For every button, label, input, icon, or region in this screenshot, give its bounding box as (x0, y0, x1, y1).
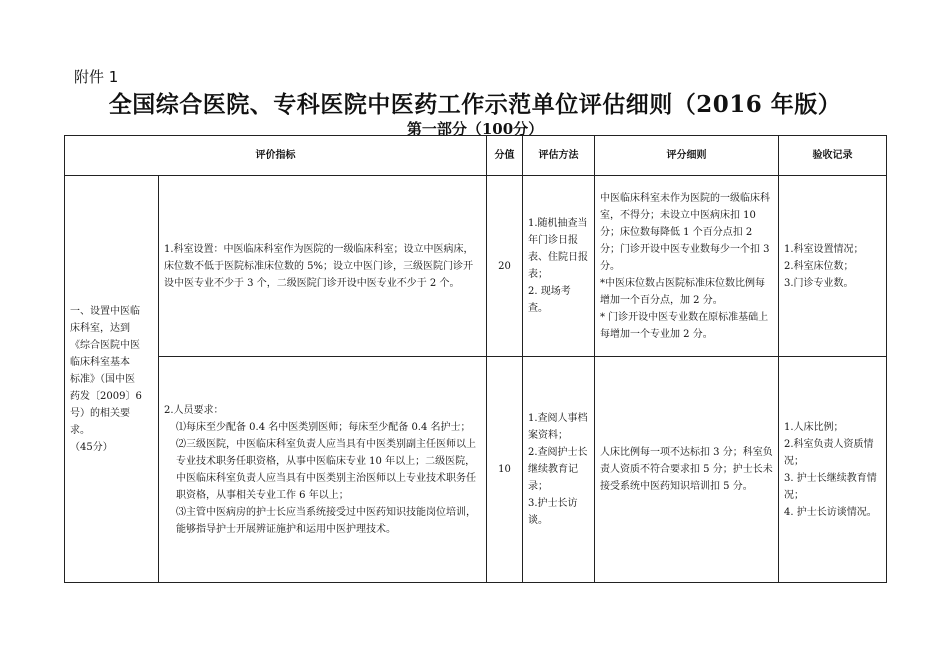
section-cell (65, 176, 159, 583)
method-line: 2.查阅护士长继续教育记录； (528, 447, 588, 492)
header-indicator: 评价指标 (65, 136, 487, 176)
detail-line: 中医临床科室未作为医院的一级临床科室，不得分；未设立中医病床扣 10 分；床位数每降低 1 个百分点扣 2 分；门诊开设中医专业数每少一个扣 3 分。 (600, 192, 770, 272)
score-cell: 20 (487, 176, 523, 357)
method-line: 3.护士长访谈。 (528, 498, 578, 526)
section-line: 药发〔2009〕6 (70, 390, 142, 402)
detail-line: 人床比例每一项不达标扣 3 分；科室负责人资质不符合要求扣 5 分；护士长未接受系统中医药知识培训扣 5 分。 (600, 447, 773, 492)
section-line: 一、设置中医临 (70, 305, 140, 317)
method-line: 1.随机抽查当年门诊日报表、住院日报表； (528, 218, 588, 280)
section-line: 床科室，达到 (70, 322, 130, 334)
indicator-text: ⑵三级医院，中医临床科室负责人应当具有中医类别副主任医师以上专业技术职务任职资格，从事中医临床专业 10 年以上；二级医院，中医临床科室负责人应当具有中医类别主治医师以上专业技术职务任职资格，从事相关专业工作 6 年以上； (176, 438, 476, 501)
record-cell (779, 357, 887, 583)
evaluation-table (64, 135, 887, 583)
header-score: 分值 (487, 136, 523, 176)
record-line: 2.科室床位数； (784, 260, 854, 272)
section-line: 临床科室基本 (70, 356, 130, 368)
table-row (65, 357, 887, 583)
indicator-text: ⑶主管中医病房的护士长应当系统接受过中医药知识技能岗位培训，能够指导护士开展辨证施护和运用中医护理技术。 (176, 506, 476, 535)
document-subtitle: 第一部分（100分） (406, 120, 544, 138)
record-line: 3. 护士长继续教育情况； (784, 472, 877, 501)
record-cell (779, 176, 887, 357)
method-cell (523, 357, 595, 583)
attachment-label: 附件 1 (74, 68, 119, 86)
record-line: 1.人床比例； (784, 421, 844, 433)
detail-cell (595, 357, 779, 583)
section-line: 号）的相关要 (70, 407, 130, 419)
section-line: （45分） (70, 441, 113, 453)
method-cell (523, 176, 595, 357)
record-line: 2.科室负责人资质情况； (784, 438, 874, 467)
indicator-cell (159, 176, 487, 357)
section-line: 标准》（国中医 (70, 373, 135, 385)
record-line: 3.门诊专业数。 (784, 277, 854, 289)
record-line: 1.科室设置情况； (784, 243, 864, 255)
indicator-cell (159, 357, 487, 583)
indicator-text: 1.科室设置：中医临床科室作为医院的一级临床科室；设立中医病床，床位数不低于医院标准床位数的 5%；设立中医门诊，三级医院门诊开设中医专业不少于 3 个，二级医院门诊开设中医专业不少于 2 个。 (164, 243, 474, 289)
indicator-text: 2.人员要求： (164, 404, 224, 416)
method-line: 2. 现场考查。 (528, 286, 571, 314)
record-line: 4. 护士长访谈情况。 (784, 506, 877, 518)
header-method: 评估方法 (523, 136, 595, 176)
document-title: 全国综合医院、专科医院中医药工作示范单位评估细则（2016 年版） (108, 91, 842, 118)
header-record: 验收记录 (779, 136, 887, 176)
score-cell: 10 (487, 357, 523, 583)
header-detail: 评分细则 (595, 136, 779, 176)
section-line: 《综合医院中医 (70, 339, 140, 351)
table-header-row (65, 136, 887, 176)
detail-line: *中医床位数占医院标准床位数比例每增加一个百分点，加 2 分。 (600, 277, 765, 306)
method-line: 1.查阅人事档案资料； (528, 413, 588, 441)
table-row (65, 176, 887, 357)
detail-line: * 门诊开设中医专业数在原标准基础上每增加一个专业加 2 分。 (600, 311, 769, 340)
indicator-text: ⑴每床至少配备 0.4 名中医类别医师；每床至少配备 0.4 名护士； (176, 421, 471, 433)
section-line: 求。 (70, 424, 90, 436)
detail-cell (595, 176, 779, 357)
